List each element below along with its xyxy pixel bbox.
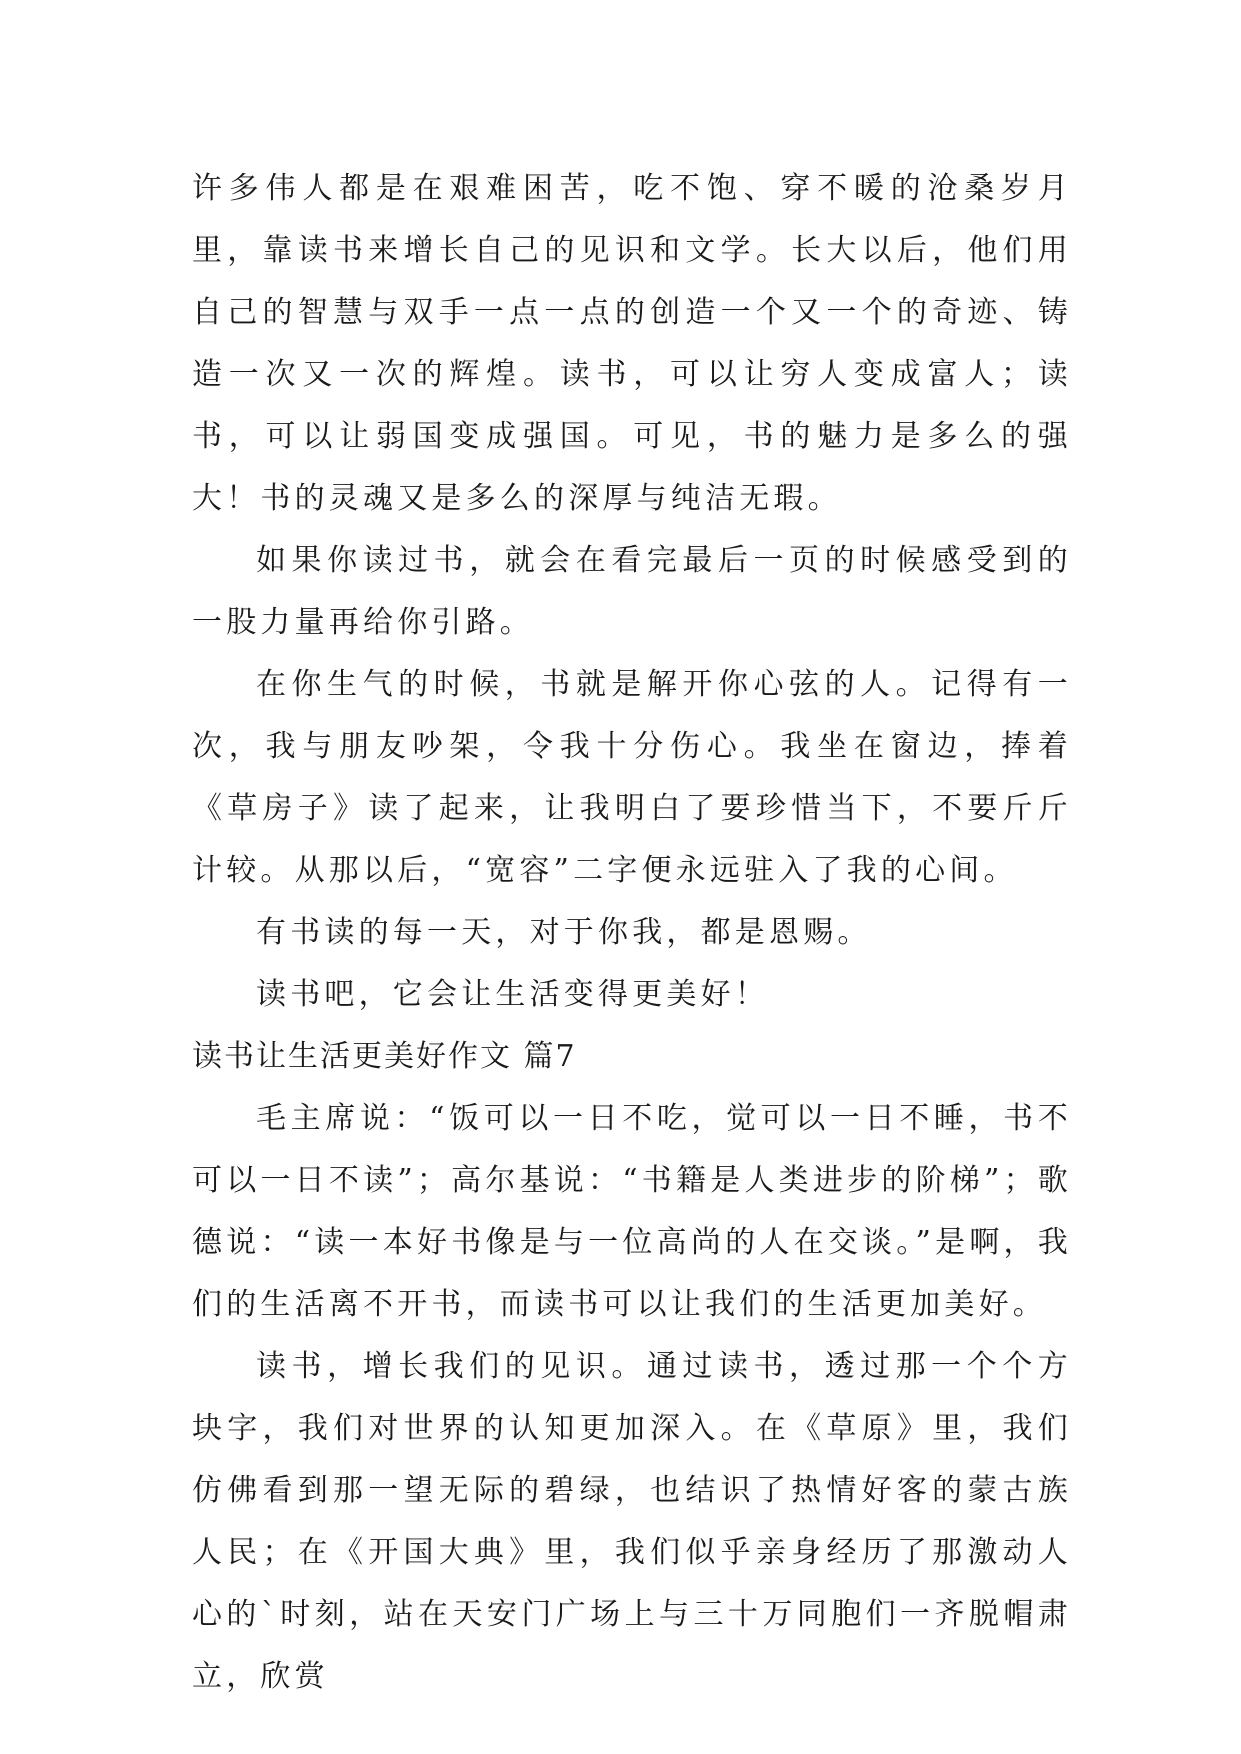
paragraph: 读书，增长我们的见识。通过读书，透过那一个个方块字，我们对世界的认知更加深入。在《草原》里，我们仿佛看到那一望无际的碧绿，也结识了热情好客的蒙古族人民；在《开国大典》里，我们似乎亲身经历了那激动人心的`时刻，站在天安门广场上与三十万同胞们一齐脱帽肃立，欣赏 xyxy=(192,1349,1072,1694)
paragraph: 读书吧，它会让生活变得更美好！ xyxy=(256,977,769,1012)
paragraph: 如果你读过书，就会在看完最后一页的时候感受到的一股力量再给你引路。 xyxy=(192,543,1072,640)
paragraph: 在你生气的时候，书就是解开你心弦的人。记得有一次，我与朋友吵架，令我十分伤心。我坐在窗边，捧着《草房子》读了起来，让我明白了要珍惜当下，不要斤斤计较。从那以后，“宽容”二字便永远驻入了我的心间。 xyxy=(192,667,1072,888)
paragraph: 有书读的每一天，对于你我，都是恩赐。 xyxy=(256,915,872,950)
paragraph: 许多伟人都是在艰难困苦，吃不饱、穿不暖的沧桑岁月里，靠读书来增长自己的见识和文学。长大以后，他们用自己的智慧与双手一点一点的创造一个又一个的奇迹、铸造一次又一次的辉煌。读书，可以让穷人变成富人；读书，可以让弱国变成强国。可见，书的魅力是多么的强大！书的灵魂又是多么的深厚与纯洁无瑕。 xyxy=(192,171,1072,516)
section-heading: 读书让生活更美好作文 篇7 xyxy=(192,1039,577,1074)
paragraph: 毛主席说：“饭可以一日不吃，觉可以一日不睡，书不可以一日不读”；高尔基说：“书籍是人类进步的阶梯”；歌德说：“读一本好书像是与一位高尚的人在交谈。”是啊，我们的生活离不开书，而读书可以让我们的生活更加美好。 xyxy=(192,1101,1072,1322)
document-body xyxy=(192,158,1072,1708)
